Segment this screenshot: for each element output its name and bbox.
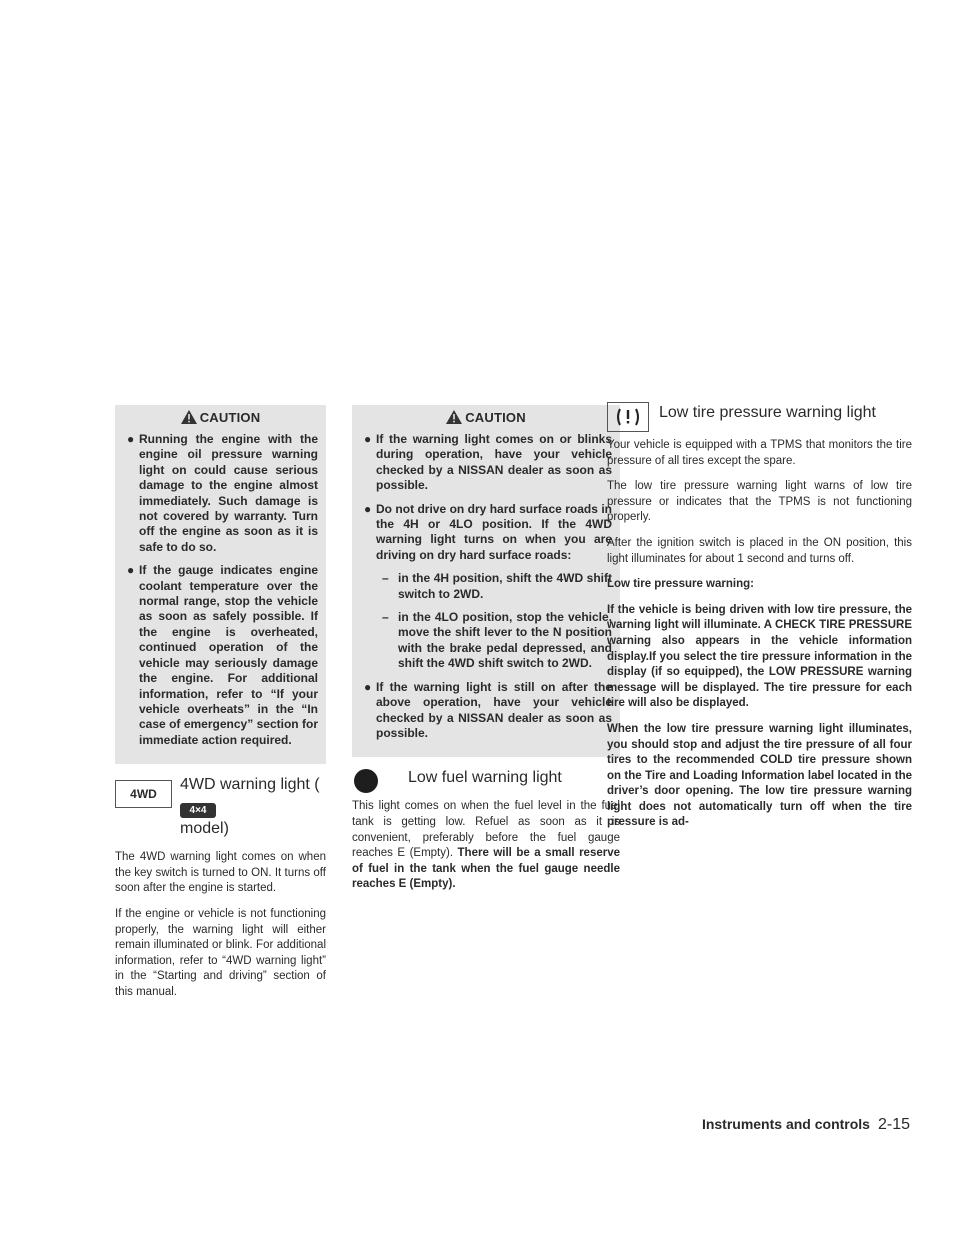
column-left xyxy=(115,405,326,1010)
caution-box xyxy=(352,405,620,757)
caution-item: ● If the warning light comes on or blinks during operation, have your vehicle checked by a NISSAN dealer as soon as possible. xyxy=(364,432,612,493)
caution-item: ● Running the engine with the engine oil pressure warning light on could cause serious damage to the engine almost immediately. Such damage is not covered by warranty. Turn off the engine as soon as it is safe to do so. xyxy=(127,432,318,554)
heading-text: Low fuel warning light xyxy=(408,769,562,787)
section-name: Instruments and controls xyxy=(701,1116,870,1132)
paragraph: If the vehicle is being driven with low tire pressure, the warning light will illuminate. A CHECK TIRE PRESSURE warning also appears in the vehicle information display.If you select the tire pressure information in the display (if so equipped), the LOW PRESSURE warning message will be displayed. The tire pressure for each tire will also be displayed. xyxy=(607,603,912,710)
paragraph: The low tire pressure warning light warns of low tire pressure or indicates that the TPMS is not functioning properly. xyxy=(607,480,912,524)
paragraph: The 4WD warning light comes on when the key switch is turned to ON. It turns off soon after the engine is started. xyxy=(115,851,326,895)
caution-header xyxy=(115,405,326,429)
caution-label: CAUTION xyxy=(199,409,261,425)
caution-header xyxy=(352,405,620,429)
caution-item: ● Do not drive on dry hard surface roads in the 4H or 4LO position. If the 4WD warning light turns on when you are driving on dry hard surface roads: – in the 4H position, shift the 4WD shift switch to 2WD. – in the 4LO position, stop the vehicle, move the shift lever to the N position with the brake pedal depressed, and shift the 4WD shift switch to 2WD. xyxy=(364,501,612,671)
caution-box xyxy=(115,405,326,764)
page-number: 2-15 xyxy=(877,1116,910,1133)
low-fuel-light-icon xyxy=(352,767,380,795)
4wd-warning-icon: 4WD xyxy=(115,780,172,808)
heading-text-cont: model) xyxy=(180,820,229,838)
paragraph: After the ignition switch is placed in the ON position, this light illuminates for about 1 second and turns off. xyxy=(607,536,912,565)
caution-label: CAUTION xyxy=(465,409,526,425)
4x4-model-icon: 4×4 xyxy=(180,803,216,818)
caution-item: ● If the warning light is still on after the above operation, have your vehicle checked by a NISSAN dealer as soon as possible. xyxy=(364,679,612,740)
tire-pressure-icon xyxy=(607,402,649,432)
paragraph: Your vehicle is equipped with a TPMS that monitors the tire pressure of all tires except the spare. xyxy=(607,439,912,467)
caution-item: ● If the gauge indicates engine coolant temperature over the normal range, stop the vehicle as soon as safely possible. If the engine is overheated, continued operation of the vehicle may seriously damage the engine. For additional information, refer to “If your vehicle overheats” in the “In case of emergency” section for immediate action required. xyxy=(127,563,318,747)
section-heading-4wd xyxy=(115,774,326,840)
warning-triangle-icon xyxy=(181,410,197,424)
heading-text: 4WD warning light ( xyxy=(180,776,320,794)
section-heading-tpms xyxy=(607,402,912,432)
column-middle xyxy=(352,405,620,903)
warning-triangle-icon xyxy=(446,410,462,424)
paragraph: If the engine or vehicle is not functioning properly, the warning light will either remain illuminated or blink. For additional information, refer to “4WD warning light” in the “Starting and driving” section of this manual. xyxy=(115,907,326,998)
heading-text: Low tire pressure warning light xyxy=(659,404,876,421)
subheading: Low tire pressure warning: xyxy=(607,578,754,591)
column-right xyxy=(607,405,912,841)
paragraph: When the low tire pressure warning light illuminates, you should stop and adjust the tire pressure of all four tires to the recommended COLD tire pressure shown on the Tire and Loading Information label located in the driver’s door opening. The low tire pressure warning light does not automatically turn off when the tire pressure is ad- xyxy=(607,722,912,829)
section-heading-fuel xyxy=(352,767,620,795)
caution-subitem: – in the 4LO position, stop the vehicle, move the shift lever to the N position with the brake pedal depressed, and shift the 4WD shift switch to 2WD. xyxy=(382,610,612,671)
fuel-indicator xyxy=(352,767,396,795)
page-footer xyxy=(702,1116,910,1134)
caution-subitem: – in the 4H position, shift the 4WD shift switch to 2WD. xyxy=(382,571,612,601)
paragraph: This light comes on when the fuel level in the fuel tank is getting low. Refuel as soon as it is convenient, preferably before the fuel gauge reaches E (Empty). There will be a small reserve of fuel in the tank when the fuel gauge needle reaches E (Empty). xyxy=(352,800,620,891)
